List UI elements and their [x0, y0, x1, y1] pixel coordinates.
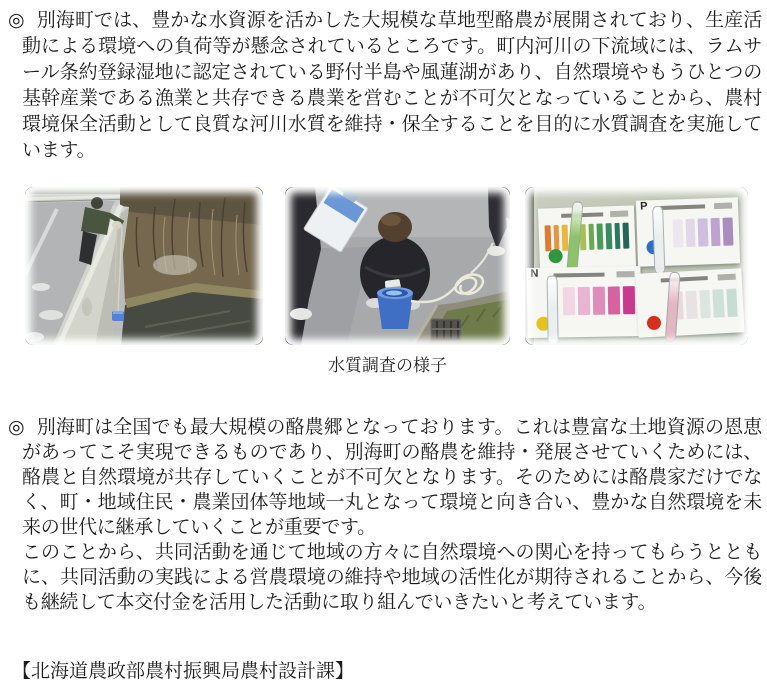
color-bar — [713, 289, 725, 318]
test-tube — [547, 275, 559, 345]
color-bar — [673, 219, 684, 247]
author-department: 【北海道農政部農村振興局農村設計課】 — [12, 661, 355, 682]
paragraph — [8, 415, 762, 540]
card-note-text — [616, 271, 634, 277]
color-bar — [588, 224, 595, 250]
bullet-marker: ◎ — [8, 10, 25, 31]
color-bar — [605, 223, 612, 249]
color-bar — [686, 291, 698, 320]
paragraph-text: 別海町では、豊かな水資源を活かした大規模な草地型酪農が展開されており、生産活動による環境への負荷等が懸念されているところです。町内河川の下流域には、ラムサール条約登録湿地に認定されている野付半島や風蓮湖があり、自然環境やもうひとつの基幹産業である漁業と共存できる農業を営むことが不可欠となっていることから、農村環境保全活動として良質な河川水質を維持・保全することを目的に水質調査を実施しています。 — [22, 10, 763, 161]
paragraph: このことから、共同活動を通じて地域の方々に自然環境への関心を持ってもらうとともに、共同活動の実践による営農環境の維持や地域の活性化が期待されることから、今後も継続して本交付金を活用した活動に取り組んでいきたいと考えています。 — [22, 542, 762, 613]
color-bar — [723, 217, 734, 245]
section-water-quality-survey — [8, 8, 762, 164]
color-bar — [563, 287, 575, 315]
section-dairy-and-environment — [8, 415, 762, 615]
card-note-text — [718, 274, 736, 281]
paragraph — [8, 8, 762, 164]
color-bar — [593, 287, 605, 315]
color-bar — [623, 223, 630, 249]
color-bar — [699, 290, 711, 319]
ph-standard-color-card — [538, 205, 636, 270]
card-note-text — [610, 211, 628, 218]
card-title-text — [661, 204, 706, 210]
reference-dot — [548, 249, 562, 263]
card-note-text — [714, 202, 732, 209]
photo-color-charts — [525, 187, 748, 345]
card-letter: N — [530, 267, 539, 280]
measurement-photo-illustration — [285, 187, 510, 345]
color-bar — [553, 225, 560, 251]
color-bars — [545, 223, 630, 252]
card-title-text — [554, 273, 604, 278]
photo-caption: 水質調査の様子 — [328, 356, 447, 375]
color-bar — [608, 286, 620, 314]
color-bar — [614, 223, 621, 249]
bullet-marker: ◎ — [8, 417, 25, 438]
color-bar — [685, 219, 696, 247]
color-bars — [673, 217, 734, 247]
color-bar — [710, 218, 721, 246]
color-bars — [563, 286, 635, 315]
color-bar — [578, 287, 590, 315]
color-bars — [672, 289, 737, 320]
color-bar — [698, 218, 709, 246]
nitrogen-standard-color-card — [526, 266, 641, 338]
reference-dot — [647, 316, 662, 331]
photo-street-measurement — [285, 187, 510, 345]
color-bar — [545, 225, 552, 251]
photo-bridge-sampling — [25, 187, 263, 345]
color-bar — [597, 223, 604, 249]
card-letter: P — [639, 200, 648, 213]
phosphorus-standard-color-card — [636, 197, 740, 267]
test-tube — [652, 206, 665, 274]
color-bar — [726, 289, 738, 318]
color-bar — [623, 286, 635, 314]
bridge-photo-illustration — [25, 187, 263, 345]
cod-standard-color-card — [635, 268, 744, 337]
paragraph-text: 別海町は全国でも最大規模の酪農郷となっております。これは豊富な土地資源の恩恵があってこそ実現できるものであり、別海町の酪農を維持・発展させていくためには、酪農と自然環境が共存していくことが不可欠となります。そのためには酪農家だけでなく、町・地域住民・農業団体等地域一丸となって環境と向き合い、豊かな自然環境を未来の世代に継承していくことが重要です。 — [22, 417, 762, 538]
